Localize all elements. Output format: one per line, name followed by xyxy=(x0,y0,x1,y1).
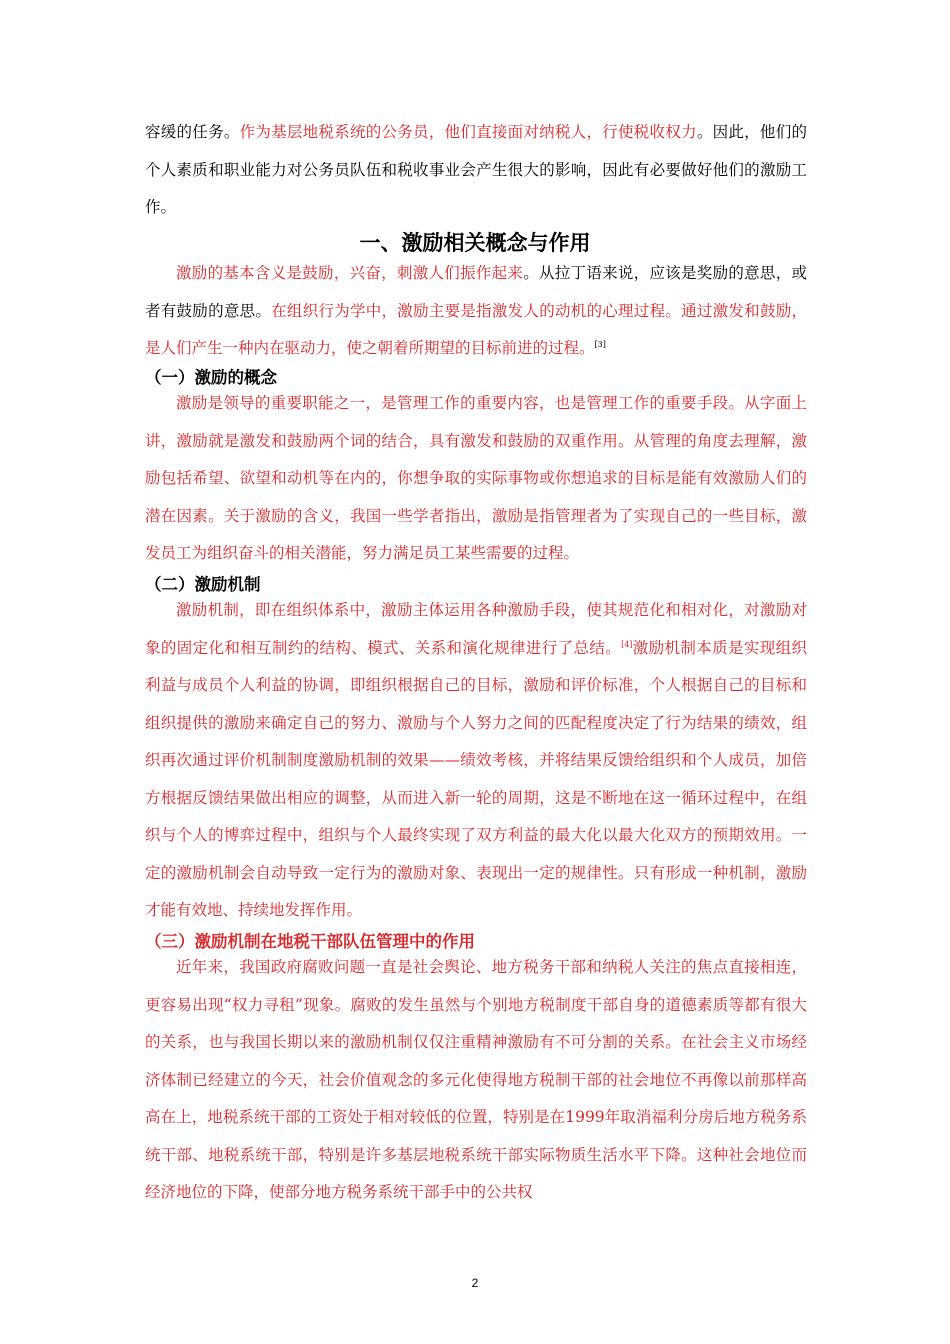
paragraph-concept xyxy=(145,385,807,573)
p1-text-b: 。从拉丁语来说，应该是奖励的意思，或者有鼓励的意思。 xyxy=(145,264,807,320)
p0-text-a: 容缓的任务。 xyxy=(145,123,240,141)
p1-text-a: 激励的基本含义是鼓励，兴奋，刺激人们振作起来 xyxy=(176,264,524,282)
subheading-mechanism: （二）激励机制 xyxy=(145,575,261,594)
paragraph-definition xyxy=(145,255,807,368)
citation-3: [3] xyxy=(594,340,606,349)
p1-text-c: 在组织行为学中，激励主要是指激发人的动机的心理过程。通过激发和鼓励，是人们产生一种内在驱动力，使之朝着所期望的目标前进的过程。 xyxy=(145,301,807,357)
p0-text-c: 。因此，他们的个人素质和职业能力对公务员队伍和税收事业会产生很大的影响，因此有必要做好他们的激励工作。 xyxy=(145,123,807,216)
p3-text-b: 激励机制本质是实现组织利益与成员个人利益的协调，即组织根据自己的目标，激励和评价标准，个人根据自己的目标和组织提供的激励来确定自己的努力、激励与个人努力之间的匹配程度决定了行为结果的绩效，组织再次通过评价机制制度激励机制的效果——绩效考核，并将结果反馈给组织和个人成员，加倍方根据反馈结果做出相应的调整，从而进入新一轮的周期，这是不断地在这一循环过程中，在组织与个人的博弈过程中，组织与个人最终实现了双方利益的最大化以最大化双方的预期效用。一定的激励机制会自动导致一定行为的激励对象、表现出一定的规律性。只有形成一种机制，激励才能有效地、持续地发挥作用。 xyxy=(145,638,807,919)
paragraph-role xyxy=(145,949,807,1212)
p4-text-a: 近年来，我国政府腐败问题一直是社会舆论、地方税务干部和纳税人关注的焦点直接相连，更容易出现“权力寻租”现象。腐败的发生虽然与个别地方税制度干部自身的道德素质等都有很大的关系，也与我国长期以来的激励机制仅仅注重精神激励有不可分割的关系。在社会主义市场经济体制已经建立的今天，社会价值观念的多元化使得地方税制干部的社会地位不再像以前那样高高在上，地税系统干部的工资处于相对较低的位置，特别是在1999年取消福利分房后地方税务系统干部、地税系统干部，特别是许多基层地税系统干部实际物质生活水平下降。这种社会地位而经济地位的下降，使部分地方税务系统干部手中的公共权 xyxy=(145,958,807,1201)
citation-4: [4] xyxy=(621,639,633,649)
subheading-role: （三）激励机制在地税干部队伍管理中的作用 xyxy=(145,932,475,951)
p2-text-a: 激励是领导的重要职能之一，是管理工作的重要内容，也是管理工作的重要手段。从字面上讲，激励就是激发和鼓励两个词的结合，具有激发和鼓励的双重作用。从管理的角度去理解，激励包括希望、欲望和动机等在内的，你想争取的实际事物或你想追求的目标是能有效激励人们的潜在因素。 xyxy=(145,394,807,525)
p2-text-b: 关于激励的含义，我国一些学者指出，激励是指管理者为了实现自己的一些目标，激发员工为组织奋斗的相关潜能，努力满足员工某些需要的过程。 xyxy=(145,506,807,562)
p3-text-a: 激励机制，即在组织体系中，激励主体运用各种激励手段，使其规范化和相对化，对激励对象的固定化和相互制约的结构、模式、关系和演化规律进行了总结。 xyxy=(145,601,807,657)
subheading-concept: （一）激励的概念 xyxy=(145,368,277,387)
p0-text-b: 作为基层地税系统的公务员，他们直接面对纳税人，行使税收权力 xyxy=(239,123,697,141)
paragraph-intro xyxy=(145,114,807,227)
paragraph-mechanism xyxy=(145,592,807,930)
page-number: 2 xyxy=(471,1276,479,1290)
section-heading-1: 一、激励相关概念与作用 xyxy=(359,231,591,255)
